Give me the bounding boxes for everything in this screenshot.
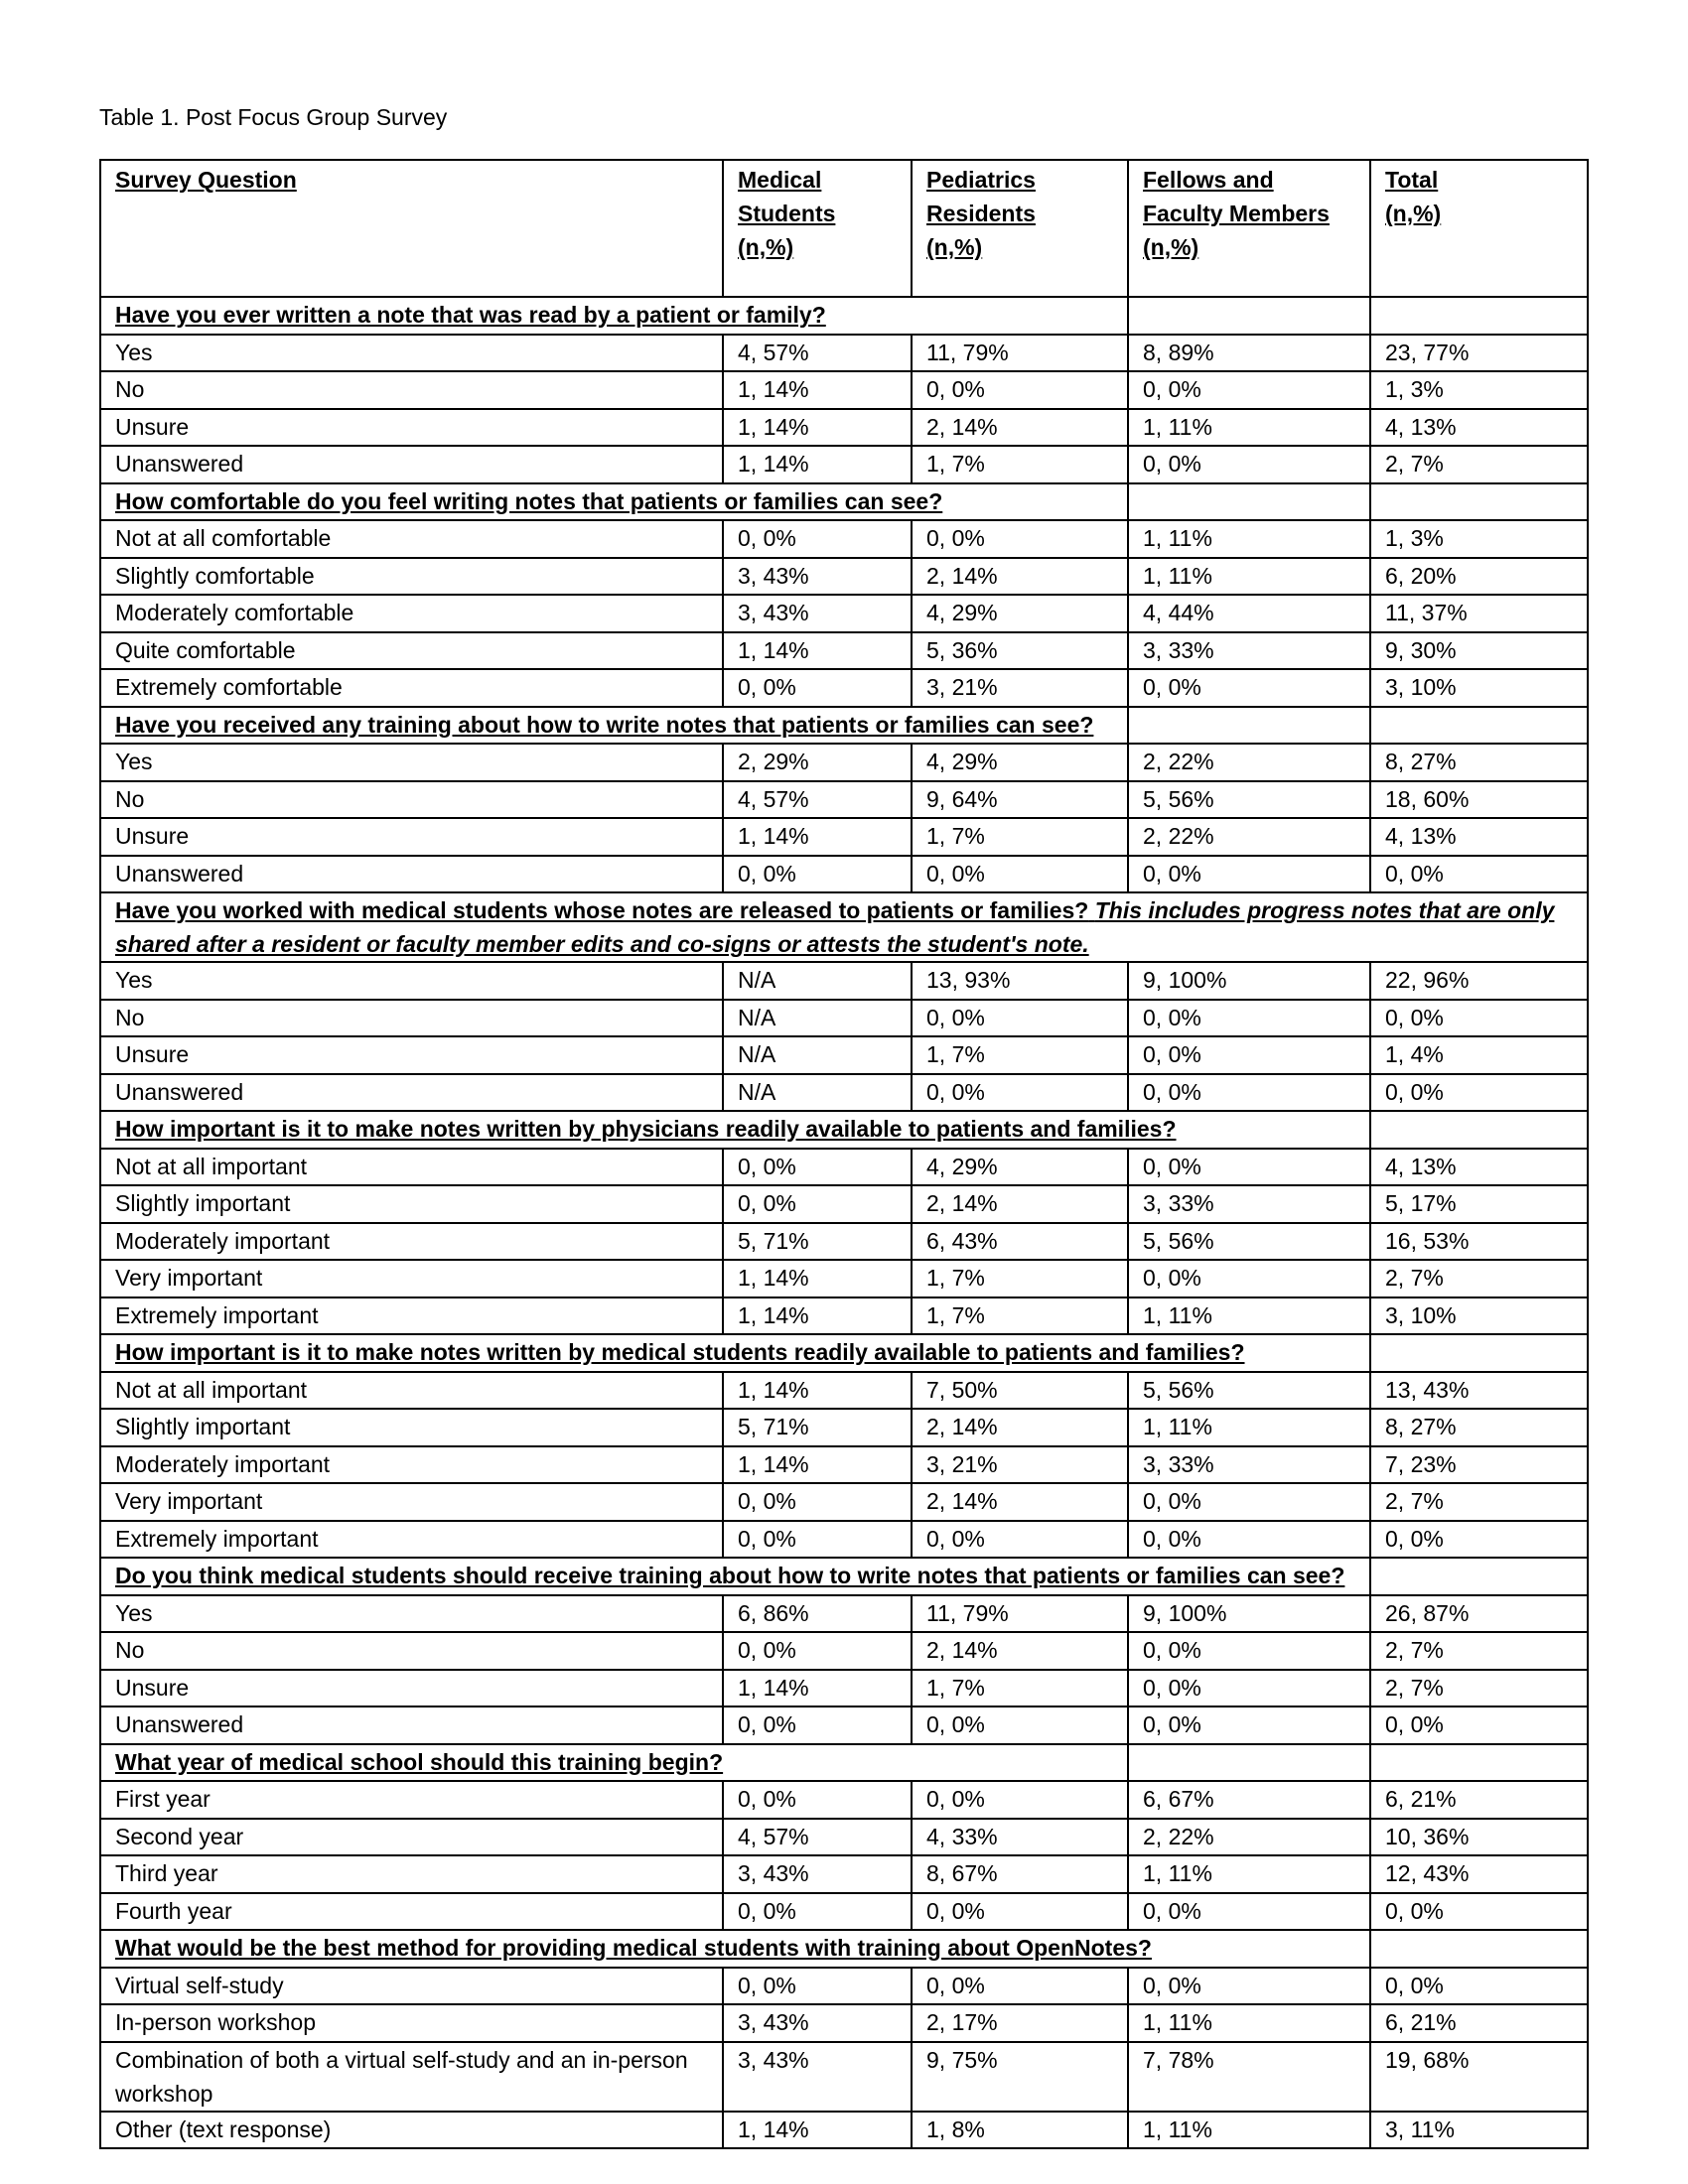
- total-value: 19, 68%: [1370, 2042, 1588, 2112]
- answer-label: No: [100, 781, 723, 819]
- question-text: How comfortable do you feel writing notes that patients or families can see?: [115, 487, 943, 514]
- total-value: 11, 37%: [1370, 595, 1588, 632]
- table-row: [100, 1483, 1588, 1521]
- medical-students-value: 1, 14%: [723, 818, 912, 856]
- fellows-faculty-value: 5, 56%: [1128, 1223, 1370, 1261]
- medical-students-value: 1, 14%: [723, 1372, 912, 1410]
- answer-label: Unsure: [100, 409, 723, 447]
- total-value: 2, 7%: [1370, 1632, 1588, 1670]
- total-value: 0, 0%: [1370, 1893, 1588, 1931]
- medical-students-value: 6, 86%: [723, 1595, 912, 1633]
- medical-students-value: 0, 0%: [723, 1149, 912, 1186]
- medical-students-value: 2, 29%: [723, 744, 912, 781]
- empty-cell: [1370, 707, 1588, 745]
- total-value: 4, 13%: [1370, 409, 1588, 447]
- answer-label: Yes: [100, 1595, 723, 1633]
- medical-students-value: 1, 14%: [723, 1446, 912, 1484]
- total-value: 6, 21%: [1370, 1781, 1588, 1819]
- total-value: 1, 4%: [1370, 1036, 1588, 1074]
- question-row: [100, 1744, 1588, 1782]
- fellows-faculty-value: 6, 67%: [1128, 1781, 1370, 1819]
- empty-cell: [1128, 707, 1370, 745]
- answer-label: Second year: [100, 1819, 723, 1856]
- table-row: [100, 446, 1588, 483]
- medical-students-value: 1, 14%: [723, 1297, 912, 1335]
- question-text: What would be the best method for providing medical students with training about OpenNotes?: [115, 1935, 1152, 1961]
- medical-students-value: 0, 0%: [723, 1521, 912, 1559]
- total-value: 2, 7%: [1370, 1483, 1588, 1521]
- answer-label: Moderately comfortable: [100, 595, 723, 632]
- medical-students-value: N/A: [723, 962, 912, 1000]
- answer-label: Extremely important: [100, 1297, 723, 1335]
- residents-value: 8, 67%: [912, 1855, 1128, 1893]
- total-value: 7, 23%: [1370, 1446, 1588, 1484]
- fellows-faculty-value: 0, 0%: [1128, 856, 1370, 893]
- table-row: [100, 1372, 1588, 1410]
- residents-value: 0, 0%: [912, 1706, 1128, 1744]
- survey-body: [100, 297, 1588, 2148]
- empty-cell: [1370, 1744, 1588, 1782]
- answer-label: Third year: [100, 1855, 723, 1893]
- total-value: 23, 77%: [1370, 335, 1588, 372]
- residents-value: 2, 14%: [912, 1409, 1128, 1446]
- table-row: [100, 1409, 1588, 1446]
- table-row: [100, 1706, 1588, 1744]
- medical-students-value: 0, 0%: [723, 1632, 912, 1670]
- fellows-faculty-value: 9, 100%: [1128, 1595, 1370, 1633]
- answer-label: No: [100, 1632, 723, 1670]
- medical-students-value: 0, 0%: [723, 1185, 912, 1223]
- residents-value: 0, 0%: [912, 1074, 1128, 1112]
- medical-students-value: 5, 71%: [723, 1409, 912, 1446]
- survey-table: [99, 159, 1589, 2149]
- answer-label: Unanswered: [100, 1074, 723, 1112]
- medical-students-value: 0, 0%: [723, 1706, 912, 1744]
- question-text: Do you think medical students should receive training about how to write notes that patients or families can see?: [115, 1563, 1345, 1588]
- answer-label: Unsure: [100, 1670, 723, 1707]
- fellows-faculty-value: 3, 33%: [1128, 632, 1370, 670]
- answer-label: Unsure: [100, 1036, 723, 1074]
- residents-value: 3, 21%: [912, 669, 1128, 707]
- residents-value: 0, 0%: [912, 1521, 1128, 1559]
- residents-value: 2, 14%: [912, 1185, 1128, 1223]
- table-row: [100, 2112, 1588, 2149]
- total-value: 5, 17%: [1370, 1185, 1588, 1223]
- answer-label: Yes: [100, 335, 723, 372]
- medical-students-value: 0, 0%: [723, 1893, 912, 1931]
- empty-cell: [1370, 483, 1588, 521]
- survey-question: [100, 1334, 1370, 1372]
- answer-label: Slightly important: [100, 1185, 723, 1223]
- fellows-faculty-value: 0, 0%: [1128, 1036, 1370, 1074]
- total-value: 2, 7%: [1370, 446, 1588, 483]
- residents-value: 0, 0%: [912, 1893, 1128, 1931]
- fellows-faculty-value: 0, 0%: [1128, 371, 1370, 409]
- residents-value: 2, 14%: [912, 558, 1128, 596]
- survey-question: [100, 1111, 1370, 1149]
- answer-label: Other (text response): [100, 2112, 723, 2149]
- table-row: [100, 1632, 1588, 1670]
- answer-label: Yes: [100, 962, 723, 1000]
- question-row: [100, 483, 1588, 521]
- table-row: [100, 595, 1588, 632]
- residents-value: 5, 36%: [912, 632, 1128, 670]
- answer-label: Combination of both a virtual self-study and an in-person workshop: [100, 2042, 723, 2112]
- residents-value: 4, 33%: [912, 1819, 1128, 1856]
- total-value: 2, 7%: [1370, 1260, 1588, 1297]
- residents-value: 9, 64%: [912, 781, 1128, 819]
- answer-label: No: [100, 1000, 723, 1037]
- table-row: [100, 1446, 1588, 1484]
- fellows-faculty-value: 3, 33%: [1128, 1185, 1370, 1223]
- question-row: [100, 707, 1588, 745]
- header-total: Total (n,%): [1370, 160, 1588, 297]
- empty-cell: [1370, 297, 1588, 335]
- answer-label: Unanswered: [100, 446, 723, 483]
- answer-label: Not at all important: [100, 1372, 723, 1410]
- question-row: [100, 1334, 1588, 1372]
- table-row: [100, 1781, 1588, 1819]
- fellows-faculty-value: 1, 11%: [1128, 520, 1370, 558]
- fellows-faculty-value: 1, 11%: [1128, 1855, 1370, 1893]
- empty-cell: [1370, 1334, 1588, 1372]
- residents-value: 1, 7%: [912, 1670, 1128, 1707]
- table-row: [100, 1149, 1588, 1186]
- fellows-faculty-value: 5, 56%: [1128, 781, 1370, 819]
- residents-value: 0, 0%: [912, 1968, 1128, 2005]
- medical-students-value: 3, 43%: [723, 558, 912, 596]
- table-row: [100, 1855, 1588, 1893]
- residents-value: 0, 0%: [912, 856, 1128, 893]
- medical-students-value: 5, 71%: [723, 1223, 912, 1261]
- question-text: What year of medical school should this training begin?: [115, 1748, 724, 1775]
- total-value: 0, 0%: [1370, 1968, 1588, 2005]
- medical-students-value: 1, 14%: [723, 632, 912, 670]
- empty-cell: [1370, 1930, 1588, 1968]
- question-row: [100, 297, 1588, 335]
- table-row: [100, 409, 1588, 447]
- total-value: 4, 13%: [1370, 818, 1588, 856]
- table-row: [100, 1260, 1588, 1297]
- fellows-faculty-value: 0, 0%: [1128, 1632, 1370, 1670]
- header-medical-students: Medical Students (n,%): [723, 160, 912, 297]
- empty-cell: [1128, 297, 1370, 335]
- answer-label: Slightly comfortable: [100, 558, 723, 596]
- fellows-faculty-value: 1, 11%: [1128, 1409, 1370, 1446]
- medical-students-value: 4, 57%: [723, 1819, 912, 1856]
- residents-value: 1, 7%: [912, 1036, 1128, 1074]
- residents-value: 1, 7%: [912, 1297, 1128, 1335]
- answer-label: Unsure: [100, 818, 723, 856]
- table-row: [100, 1595, 1588, 1633]
- fellows-faculty-value: 8, 89%: [1128, 335, 1370, 372]
- table-row: [100, 1819, 1588, 1856]
- medical-students-value: 0, 0%: [723, 1968, 912, 2005]
- residents-value: 11, 79%: [912, 335, 1128, 372]
- residents-value: 4, 29%: [912, 595, 1128, 632]
- medical-students-value: 1, 14%: [723, 1260, 912, 1297]
- residents-value: 3, 21%: [912, 1446, 1128, 1484]
- total-value: 0, 0%: [1370, 1074, 1588, 1112]
- answer-label: Unanswered: [100, 1706, 723, 1744]
- table-row: [100, 1297, 1588, 1335]
- residents-value: 6, 43%: [912, 1223, 1128, 1261]
- fellows-faculty-value: 0, 0%: [1128, 1521, 1370, 1559]
- answer-label: Quite comfortable: [100, 632, 723, 670]
- survey-question: [100, 1930, 1370, 1968]
- header-fellows-faculty: Fellows and Faculty Members (n,%): [1128, 160, 1370, 297]
- answer-label: Virtual self-study: [100, 1968, 723, 2005]
- medical-students-value: 3, 43%: [723, 2042, 912, 2112]
- residents-value: 1, 7%: [912, 1260, 1128, 1297]
- fellows-faculty-value: 4, 44%: [1128, 595, 1370, 632]
- answer-label: Unanswered: [100, 856, 723, 893]
- table-caption: Table 1. Post Focus Group Survey: [99, 104, 448, 130]
- answer-label: Moderately important: [100, 1446, 723, 1484]
- residents-value: 9, 75%: [912, 2042, 1128, 2112]
- fellows-faculty-value: 9, 100%: [1128, 962, 1370, 1000]
- survey-question: [100, 1558, 1370, 1595]
- answer-label: Very important: [100, 1483, 723, 1521]
- residents-value: 2, 14%: [912, 409, 1128, 447]
- residents-value: 1, 8%: [912, 2112, 1128, 2149]
- question-row: [100, 1111, 1588, 1149]
- medical-students-value: 0, 0%: [723, 1781, 912, 1819]
- answer-label: Very important: [100, 1260, 723, 1297]
- medical-students-value: 4, 57%: [723, 781, 912, 819]
- fellows-faculty-value: 5, 56%: [1128, 1372, 1370, 1410]
- empty-cell: [1128, 483, 1370, 521]
- fellows-faculty-value: 0, 0%: [1128, 1893, 1370, 1931]
- residents-value: 0, 0%: [912, 1000, 1128, 1037]
- residents-value: 13, 93%: [912, 962, 1128, 1000]
- survey-question: [100, 297, 1128, 335]
- residents-value: 4, 29%: [912, 1149, 1128, 1186]
- question-row: [100, 1558, 1588, 1595]
- answer-label: First year: [100, 1781, 723, 1819]
- residents-value: 0, 0%: [912, 1781, 1128, 1819]
- residents-value: 1, 7%: [912, 818, 1128, 856]
- fellows-faculty-value: 1, 11%: [1128, 2112, 1370, 2149]
- total-value: 6, 20%: [1370, 558, 1588, 596]
- header-survey-question: Survey Question: [100, 160, 723, 297]
- answer-label: Moderately important: [100, 1223, 723, 1261]
- fellows-faculty-value: 0, 0%: [1128, 446, 1370, 483]
- table-row: [100, 1000, 1588, 1037]
- total-value: 0, 0%: [1370, 1706, 1588, 1744]
- fellows-faculty-value: 1, 11%: [1128, 558, 1370, 596]
- medical-students-value: N/A: [723, 1000, 912, 1037]
- table-row: [100, 558, 1588, 596]
- medical-students-value: 0, 0%: [723, 669, 912, 707]
- survey-question: [100, 892, 1588, 962]
- answer-label: No: [100, 371, 723, 409]
- survey-question: [100, 1744, 1128, 1782]
- total-value: 26, 87%: [1370, 1595, 1588, 1633]
- total-value: 1, 3%: [1370, 371, 1588, 409]
- answer-label: Yes: [100, 744, 723, 781]
- medical-students-value: N/A: [723, 1074, 912, 1112]
- table-row: [100, 1223, 1588, 1261]
- table-row: [100, 1968, 1588, 2005]
- total-value: 0, 0%: [1370, 1000, 1588, 1037]
- fellows-faculty-value: 1, 11%: [1128, 409, 1370, 447]
- question-text: Have you received any training about how to write notes that patients or families can see?: [115, 711, 1094, 738]
- medical-students-value: 3, 43%: [723, 2004, 912, 2042]
- answer-label: Extremely comfortable: [100, 669, 723, 707]
- fellows-faculty-value: 7, 78%: [1128, 2042, 1370, 2112]
- table-row: [100, 744, 1588, 781]
- fellows-faculty-value: 0, 0%: [1128, 1149, 1370, 1186]
- total-value: 3, 10%: [1370, 669, 1588, 707]
- fellows-faculty-value: 0, 0%: [1128, 1483, 1370, 1521]
- table-row: [100, 1521, 1588, 1559]
- answer-label: Extremely important: [100, 1521, 723, 1559]
- medical-students-value: 0, 0%: [723, 856, 912, 893]
- answer-label: Slightly important: [100, 1409, 723, 1446]
- header-row: [100, 160, 1588, 297]
- residents-value: 7, 50%: [912, 1372, 1128, 1410]
- medical-students-value: 1, 14%: [723, 2112, 912, 2149]
- residents-value: 2, 14%: [912, 1483, 1128, 1521]
- total-value: 1, 3%: [1370, 520, 1588, 558]
- medical-students-value: 0, 0%: [723, 520, 912, 558]
- fellows-faculty-value: 0, 0%: [1128, 1074, 1370, 1112]
- fellows-faculty-value: 1, 11%: [1128, 1297, 1370, 1335]
- survey-question: [100, 483, 1128, 521]
- total-value: 4, 13%: [1370, 1149, 1588, 1186]
- table-row: [100, 1893, 1588, 1931]
- total-value: 9, 30%: [1370, 632, 1588, 670]
- fellows-faculty-value: 2, 22%: [1128, 744, 1370, 781]
- table-row: [100, 520, 1588, 558]
- total-value: 0, 0%: [1370, 856, 1588, 893]
- medical-students-value: 1, 14%: [723, 1670, 912, 1707]
- total-value: 0, 0%: [1370, 1521, 1588, 1559]
- empty-cell: [1128, 1744, 1370, 1782]
- table-row: [100, 632, 1588, 670]
- total-value: 6, 21%: [1370, 2004, 1588, 2042]
- medical-students-value: 0, 0%: [723, 1483, 912, 1521]
- residents-value: 1, 7%: [912, 446, 1128, 483]
- total-value: 22, 96%: [1370, 962, 1588, 1000]
- question-row: [100, 892, 1588, 962]
- fellows-faculty-value: 3, 33%: [1128, 1446, 1370, 1484]
- medical-students-value: 1, 14%: [723, 446, 912, 483]
- fellows-faculty-value: 0, 0%: [1128, 1670, 1370, 1707]
- total-value: 8, 27%: [1370, 744, 1588, 781]
- residents-value: 0, 0%: [912, 520, 1128, 558]
- empty-cell: [1370, 1111, 1588, 1149]
- total-value: 3, 10%: [1370, 1297, 1588, 1335]
- fellows-faculty-value: 0, 0%: [1128, 1260, 1370, 1297]
- empty-cell: [1370, 1558, 1588, 1595]
- survey-question: [100, 707, 1128, 745]
- answer-label: Not at all comfortable: [100, 520, 723, 558]
- fellows-faculty-value: 0, 0%: [1128, 1000, 1370, 1037]
- table-row: [100, 2042, 1588, 2112]
- answer-label: Not at all important: [100, 1149, 723, 1186]
- medical-students-value: 1, 14%: [723, 371, 912, 409]
- medical-students-value: 4, 57%: [723, 335, 912, 372]
- residents-value: 11, 79%: [912, 1595, 1128, 1633]
- medical-students-value: 3, 43%: [723, 1855, 912, 1893]
- table-row: [100, 856, 1588, 893]
- table-row: [100, 1074, 1588, 1112]
- question-text: Have you ever written a note that was read by a patient or family?: [115, 302, 826, 328]
- table-row: [100, 818, 1588, 856]
- total-value: 3, 11%: [1370, 2112, 1588, 2149]
- medical-students-value: N/A: [723, 1036, 912, 1074]
- answer-label: In-person workshop: [100, 2004, 723, 2042]
- table-row: [100, 669, 1588, 707]
- table-row: [100, 962, 1588, 1000]
- question-note: This includes progress notes that are only shared after a resident or faculty member edits and co-signs or attests the student's note.: [115, 897, 1555, 957]
- fellows-faculty-value: 2, 22%: [1128, 818, 1370, 856]
- question-text: How important is it to make notes written by physicians readily available to patients and families?: [115, 1116, 1177, 1142]
- residents-value: 4, 29%: [912, 744, 1128, 781]
- total-value: 8, 27%: [1370, 1409, 1588, 1446]
- total-value: 10, 36%: [1370, 1819, 1588, 1856]
- table-row: [100, 781, 1588, 819]
- fellows-faculty-value: 0, 0%: [1128, 1968, 1370, 2005]
- fellows-faculty-value: 2, 22%: [1128, 1819, 1370, 1856]
- medical-students-value: 1, 14%: [723, 409, 912, 447]
- total-value: 16, 53%: [1370, 1223, 1588, 1261]
- answer-label: Fourth year: [100, 1893, 723, 1931]
- total-value: 18, 60%: [1370, 781, 1588, 819]
- residents-value: 2, 14%: [912, 1632, 1128, 1670]
- question-row: [100, 1930, 1588, 1968]
- question-text: Have you worked with medical students whose notes are released to patients or families?: [115, 897, 1089, 923]
- fellows-faculty-value: 1, 11%: [1128, 2004, 1370, 2042]
- table-row: [100, 1670, 1588, 1707]
- table-row: [100, 335, 1588, 372]
- fellows-faculty-value: 0, 0%: [1128, 669, 1370, 707]
- header-pediatrics-residents: Pediatrics Residents (n,%): [912, 160, 1128, 297]
- question-text: How important is it to make notes written by medical students readily available to patients and families?: [115, 1339, 1245, 1365]
- table-row: [100, 371, 1588, 409]
- table-row: [100, 2004, 1588, 2042]
- total-value: 2, 7%: [1370, 1670, 1588, 1707]
- total-value: 12, 43%: [1370, 1855, 1588, 1893]
- medical-students-value: 3, 43%: [723, 595, 912, 632]
- table-row: [100, 1036, 1588, 1074]
- fellows-faculty-value: 0, 0%: [1128, 1706, 1370, 1744]
- table-row: [100, 1185, 1588, 1223]
- total-value: 13, 43%: [1370, 1372, 1588, 1410]
- residents-value: 0, 0%: [912, 371, 1128, 409]
- residents-value: 2, 17%: [912, 2004, 1128, 2042]
